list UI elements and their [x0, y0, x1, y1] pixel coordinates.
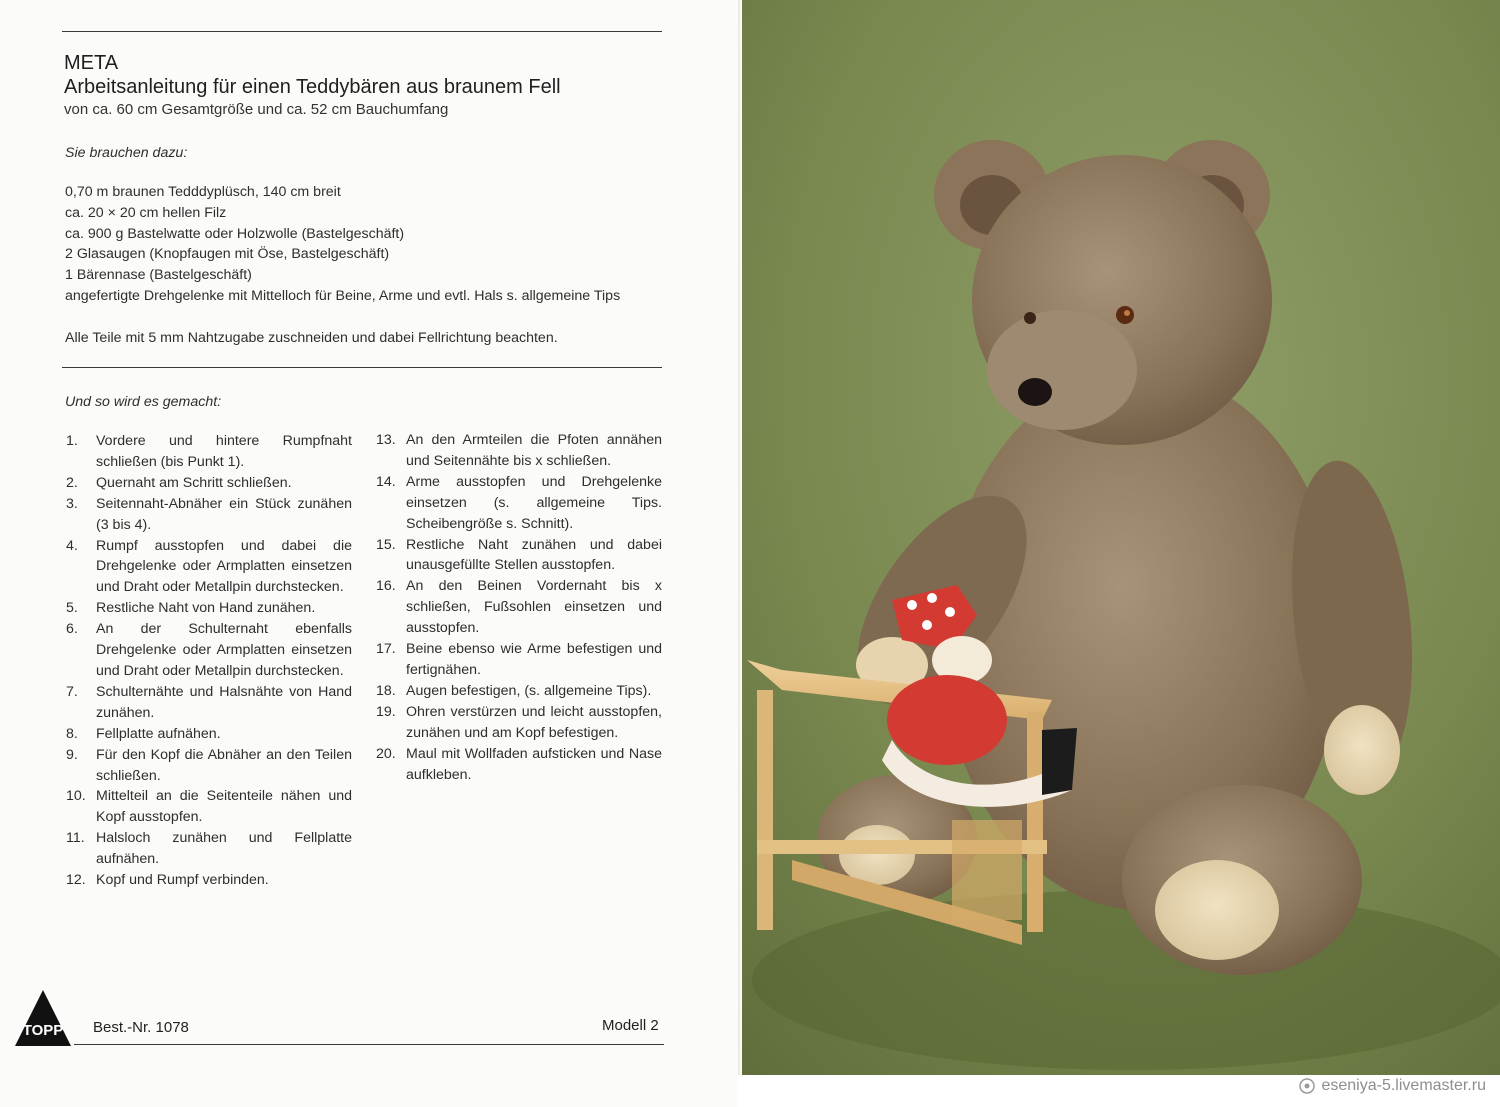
- instruction-step: [66, 724, 352, 745]
- livemaster-icon: [1299, 1078, 1315, 1094]
- instruction-step: [376, 639, 662, 681]
- page-title: Arbeitsanleitung für einen Teddybären aus braunem Fell: [64, 76, 561, 98]
- step-number: 18.: [376, 682, 396, 699]
- cutting-note: Alle Teile mit 5 mm Nahtzugabe zuschneiden und dabei Fellrichtung beachten.: [65, 330, 558, 346]
- model-label: Modell 2: [602, 1017, 659, 1034]
- instruction-step: [66, 536, 352, 599]
- instruction-step: [66, 682, 352, 724]
- teddy-bear-photo: [742, 0, 1500, 1075]
- instructions-heading: Und so wird es gemacht:: [65, 394, 222, 410]
- instruction-step: [66, 745, 352, 787]
- step-number: 2.: [66, 474, 78, 491]
- step-text: Fellplatte aufnähen.: [96, 725, 221, 742]
- instruction-step: [376, 576, 662, 639]
- step-text: Für den Kopf die Abnäher an den Teilen schließen.: [96, 746, 352, 784]
- step-number: 20.: [376, 745, 396, 762]
- steps-right-column: [376, 430, 662, 785]
- teddy-bear-illustration: [742, 0, 1500, 1075]
- top-rule: [62, 31, 662, 32]
- step-text: Halsloch zunähen und Fellplatte aufnähen.: [96, 830, 352, 868]
- page-subtitle: von ca. 60 cm Gesamtgröße und ca. 52 cm Bauchumfang: [64, 101, 449, 118]
- watermark-text: eseniya-5.livemaster.ru: [1321, 1077, 1486, 1094]
- step-number: 15.: [376, 536, 396, 553]
- instruction-step: [66, 619, 352, 682]
- step-text: Rumpf ausstopfen und dabei die Drehgelenke oder Armplatten einsetzen und Draht oder Metallpin durchstecken.: [96, 537, 352, 596]
- step-number: 5.: [66, 600, 78, 617]
- instruction-step: [66, 431, 352, 473]
- step-number: 9.: [66, 746, 78, 763]
- step-number: 3.: [66, 495, 78, 512]
- step-number: 14.: [376, 473, 396, 490]
- logo-text: TOPP: [22, 1022, 64, 1039]
- instruction-step: [376, 681, 662, 702]
- step-text: Seitennaht-Abnäher ein Stück zunähen (3 bis 4).: [96, 495, 352, 533]
- step-text: Restliche Naht von Hand zunähen.: [96, 600, 316, 617]
- materials-item: ca. 900 g Bastelwatte oder Holzwolle (Bastelgeschäft): [65, 225, 405, 242]
- bottom-rule: [74, 1044, 664, 1045]
- instruction-step: [376, 472, 662, 535]
- instruction-step: [66, 786, 352, 828]
- step-number: 8.: [66, 725, 78, 742]
- instruction-step: [66, 494, 352, 536]
- instruction-step: [66, 473, 352, 494]
- step-text: An den Beinen Vordernaht bis x schließen, Fußsohlen einsetzen und ausstopfen.: [406, 578, 662, 637]
- materials-item: 2 Glasaugen (Knopfaugen mit Öse, Bastelgeschäft): [65, 246, 390, 263]
- step-text: Beine ebenso wie Arme befestigen und fertignähen.: [406, 641, 662, 678]
- topp-logo-icon: [14, 988, 72, 1048]
- materials-item: ca. 20 × 20 cm hellen Filz: [65, 204, 227, 221]
- step-number: 12.: [66, 872, 86, 889]
- materials-item: 1 Bärennase (Bastelgeschäft): [65, 267, 252, 284]
- instruction-step: [376, 702, 662, 744]
- instruction-step: [66, 828, 352, 870]
- materials-item: angefertigte Drehgelenke mit Mittelloch für Beine, Arme und evtl. Hals s. allgemeine Tips: [65, 287, 621, 304]
- instruction-step: [376, 535, 662, 577]
- section-rule: [62, 367, 662, 368]
- step-text: An der Schulternaht ebenfalls Drehgelenke oder Armplatten einsetzen und Draht oder Metallpin durchstecken.: [96, 621, 352, 679]
- step-number: 6.: [66, 621, 78, 638]
- materials-heading: Sie brauchen dazu:: [65, 145, 188, 161]
- steps-left-column: [66, 431, 352, 891]
- instruction-step: [376, 744, 662, 786]
- step-text: Vordere und hintere Rumpfnaht schließen (bis Punkt 1).: [96, 433, 352, 470]
- step-number: 1.: [66, 433, 78, 449]
- instruction-step: [66, 870, 352, 891]
- step-text: Arme ausstopfen und Drehgelenke einsetzen (s. allgemeine Tips. Scheibengröße s. Schnitt).: [406, 473, 662, 532]
- instruction-step: [66, 598, 352, 619]
- topp-logo: [14, 988, 72, 1048]
- step-text: Mittelteil an die Seitenteile nähen und Kopf ausstopfen.: [96, 788, 352, 826]
- step-number: 4.: [66, 537, 78, 554]
- instruction-step: [376, 430, 662, 472]
- instruction-page: [0, 0, 738, 1107]
- step-text: Schulternähte und Halsnähte von Hand zunähen.: [96, 683, 352, 721]
- model-name: META: [64, 52, 119, 74]
- watermark: [1299, 1077, 1486, 1095]
- step-text: Kopf und Rumpf verbinden.: [96, 872, 269, 889]
- step-number: 17.: [376, 641, 396, 658]
- materials-item: 0,70 m braunen Tedddyplüsch, 140 cm breit: [65, 184, 341, 200]
- step-number: 13.: [376, 432, 396, 448]
- step-text: An den Armteilen die Pfoten annähen und Seitennähte bis x schließen.: [406, 432, 662, 469]
- step-text: Augen befestigen, (s. allgemeine Tips).: [406, 682, 652, 699]
- step-number: 16.: [376, 578, 396, 595]
- step-text: Restliche Naht zunähen und dabei unausgefüllte Stellen ausstopfen.: [406, 536, 662, 574]
- step-number: 19.: [376, 703, 396, 720]
- step-text: Quernaht am Schritt schließen.: [96, 474, 292, 491]
- step-text: Maul mit Wollfaden aufsticken und Nase aufkleben.: [406, 745, 662, 783]
- step-number: 11.: [66, 830, 85, 847]
- step-text: Ohren verstürzen und leicht ausstopfen, zunähen und am Kopf befestigen.: [406, 703, 662, 741]
- materials-list: [65, 182, 620, 307]
- order-number: Best.-Nr. 1078: [93, 1019, 189, 1036]
- step-number: 7.: [66, 683, 78, 700]
- step-number: 10.: [66, 788, 86, 805]
